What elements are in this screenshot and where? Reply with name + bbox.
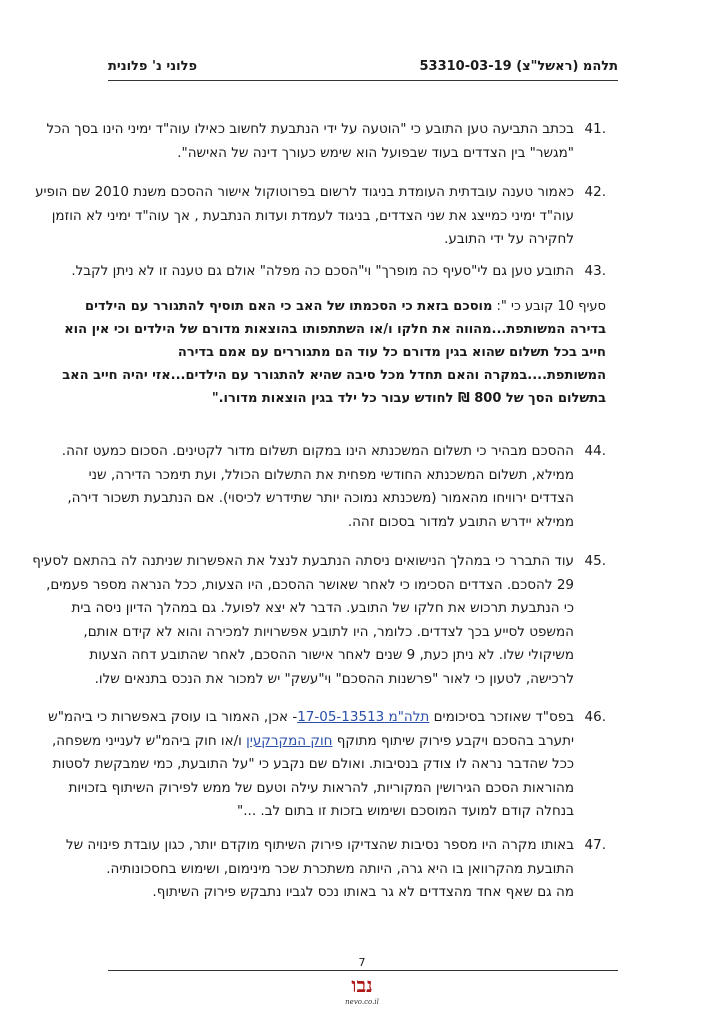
paragraph-46 [48, 706, 606, 824]
paragraph-line: כי הנתבעת תרכוש את חלקו של התובע. הדבר לא יצא לפועל. גם במהלך הדיון ניסה בית [71, 600, 574, 616]
line-text: יתערב בהסכם ויקבע פירוק שיתוף מתוקף [332, 732, 574, 749]
paragraph-number: 45. [584, 553, 606, 569]
paragraph-line: "מגשר" בין הצדדים בעוד שבפועל הוא שימש כעורך דינה של האישה". [177, 144, 574, 161]
paragraph-line: 29 להסכם. הצדדים הסכימו כי לאחר שאושר ההסכם, היו הצעות, ככל הנראה מספר פעמים, [46, 576, 574, 593]
paragraph-44 [61, 440, 606, 534]
paragraph-42 [35, 181, 606, 252]
paragraph-line: עוד התברר כי במהלך הנישואים ניסתה הנתבעת לנצל את האפשרות שניתנה לה בהתאם לסעיף [32, 553, 574, 569]
paragraph-line: התובעת מהקרוואן בו היא גרה, היותה משתכרת שכר מינימום, ושימוש בחסכונותיה. [106, 860, 574, 877]
paragraph-47 [65, 834, 606, 905]
quote-line: בתשלום הסך של 800 ₪ לחודש עבור כל ילד בגין הוצאות מדורו." [211, 391, 606, 406]
paragraph-line: ממילא יידרש התובע למדור בסכום זהה. [347, 513, 574, 530]
paragraph-number: 46. [584, 709, 606, 725]
case-parties: פלוני נ' פלונית [108, 59, 197, 74]
quote-line: חייב בכל תשלום שהוא בגין מדורם כל עוד הם מתגוררים עם אמם בדירה [177, 345, 606, 360]
paragraph-line: ההסכם מבהיר כי תשלום המשכנתא הינו במקום תשלום מדור לקטינים. הסכום כמעט זהה. [61, 443, 574, 459]
quote-line: המשותפת....במקרה והאם תחדל מכל סיבה שהיא להתגורר עם הילדים...אזי יהיה חייב האב [62, 368, 606, 383]
paragraph-line: באותו מקרה היו מספר נסיבות שהצדיקו פירוק השיתוף מוקדם יותר, כגון עובדת פינויה של [65, 837, 574, 853]
paragraph-43 [71, 260, 606, 284]
law-reference-link[interactable]: חוק המקרקעין [246, 732, 333, 749]
paragraph-line: ממילא, תשלום המשכנתא החודשי מפחית את התשלום הכולל, ועת תימכר הדירה, שני [88, 466, 574, 483]
paragraph-line [48, 706, 574, 730]
logo-word: נבו [351, 973, 373, 997]
section-10-quote [62, 295, 606, 410]
paragraph-line: מה גם שאף אחד מהצדדים לא גר באותו נכס לגביו נתבקש פירוק השיתוף. [152, 884, 574, 900]
paragraph-line: הצדדים ירוויחו מהאמור (משכנתא נמוכה יותר שתידרש לכיסוי). אם הנתבעת תשכור דירה, [67, 490, 574, 506]
paragraph-number: 47. [584, 837, 606, 853]
footer-divider [108, 970, 618, 971]
page-header [108, 56, 618, 80]
case-number: תלהמ (ראשל"צ) 53310-03-19 [419, 59, 618, 74]
line-text: בפס"ד שאוזכר בסיכומים [429, 709, 574, 725]
paragraph-number: 42. [584, 184, 606, 200]
paragraph-41 [46, 118, 606, 165]
paragraph-number: 41. [584, 121, 606, 137]
paragraph-line: ככל שהדבר נראה לו צודק בנסיבות. ואולם שם נקבע כי "על התובעת, כמי שמבקשת לסטות [52, 756, 574, 772]
paragraph-line: התובע טען גם לי"סעיף כה מופרך" וי"הסכם כה מפלה" אולם גם טענה זו לא ניתן לקבל. [71, 263, 574, 279]
quote-line: בדירה המשותפת...מהווה את חלקו ו/או השתתפותו בהוצאות מדורם של הילדים וכי אין הוא [64, 322, 606, 337]
nevo-logo [322, 972, 402, 1008]
line-text: - אכן, האמור בו עוסק באפשרות כי ביהמ"ש [48, 709, 298, 725]
case-reference-link[interactable]: תלה"מ 17-05-13513 [297, 709, 430, 725]
paragraph-line: בכתב התביעה טען התובע כי "הוטעה על ידי הנתבעת לחשוב כאילו עוה"ד ימיני הינו בסך הכל [46, 121, 574, 137]
line-text: ו/או חוק ביהמ"ש לענייני משפחה, [52, 732, 247, 749]
paragraph-line: לרכישה, לטעון כי לאור "פרשנות ההסכם" וי"עשק" יש למכור את הנכס בתנאים שלו. [94, 670, 574, 687]
paragraph-line: בנחלה קודם למועד המוסכם ושימוש בזכות זו בתום לב. ..." [237, 803, 574, 819]
paragraph-line: המשפט לסייע בכך לצדדים. כלומר, היו לתובע אפשרויות למכירה והוא לא קידם אותם, [83, 623, 574, 640]
paragraph-line: כאמור טענה עובדתית העומדת בניגוד לרשום בפרוטוקול אישור ההסכם משנת 2010 שם הופיע [35, 184, 574, 200]
paragraph-number: 44. [584, 443, 606, 459]
logo-sub: nevo.co.il [345, 998, 379, 1006]
paragraph-line: משיקולי שלו. לא ניתן כעת, 9 שנים לאחר אישור ההסכם, לאחר שהתובע דחה הצעות [89, 647, 574, 663]
quote-intro: סעיף 10 קובע כי ": [492, 299, 606, 314]
page-number: 7 [358, 956, 366, 969]
paragraph-line: עוה"ד ימיני כמייצג את שני הצדדים, בניגוד לעמדת ועדות הנתבעת , אך עוה"ד ימיני לא הוזמן [51, 207, 574, 224]
quote-line [85, 295, 606, 318]
paragraph-line: מהוראות הסכם הגירושין המקוריות, להראות עילה וטעם של ממש לפירוק השיתוף בזכויות [68, 779, 574, 796]
paragraph-45 [32, 550, 606, 691]
paragraph-number: 43. [584, 263, 606, 279]
paragraph-line [48, 730, 574, 754]
header-divider [108, 80, 618, 81]
quote-bold-text: מוסכם בזאת כי הסכמתו של האב כי האם תוסיף להתגורר עם הילדים [85, 299, 493, 314]
paragraph-line: לחקירה על ידי התובע. [444, 231, 574, 247]
